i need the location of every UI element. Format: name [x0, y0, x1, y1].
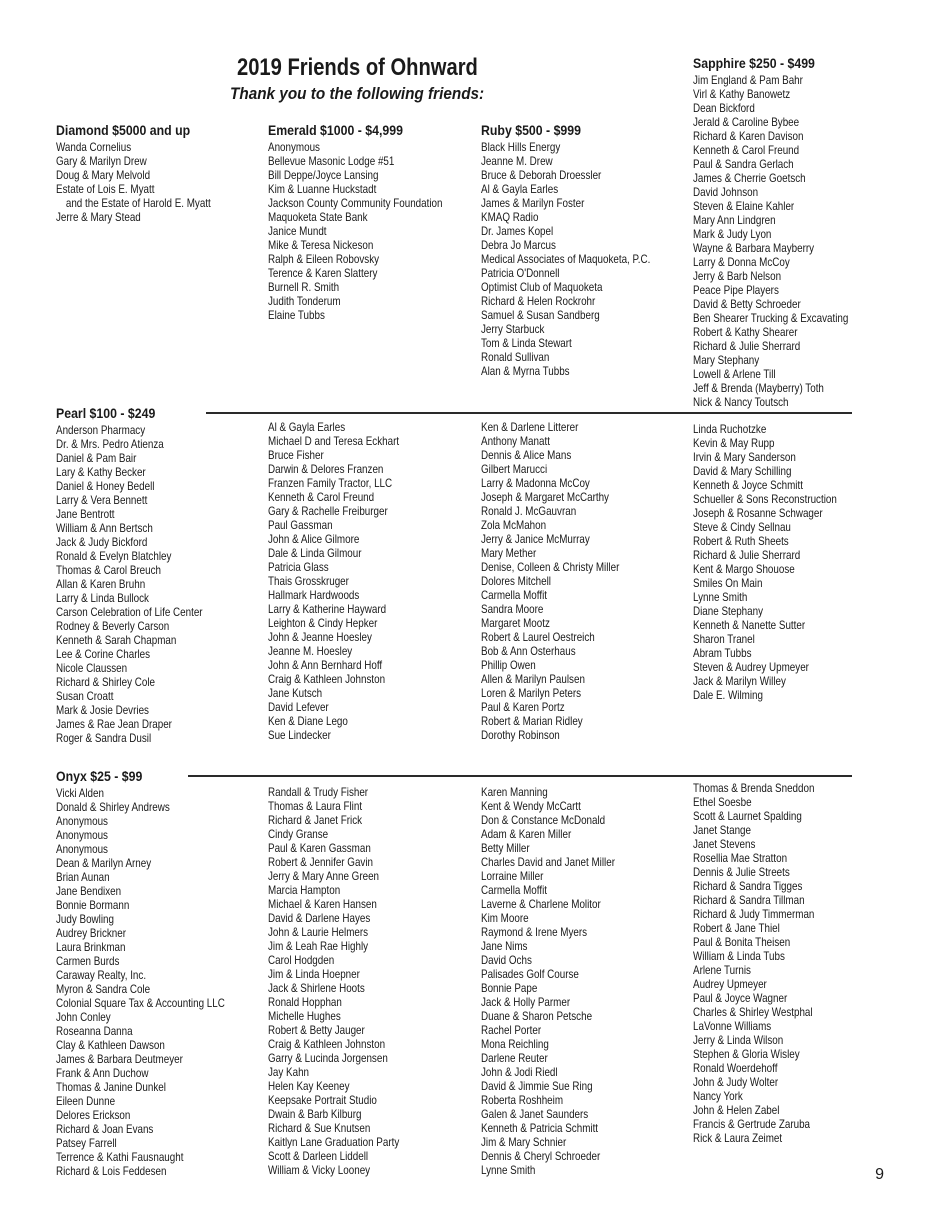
donor-name: Peace Pipe Players: [693, 283, 779, 297]
donor-name: Donald & Shirley Andrews: [56, 800, 170, 814]
donor-name: Eileen Dunne: [56, 1094, 116, 1108]
donor-name: Lynne Smith: [481, 1163, 536, 1177]
donor-name: Stephen & Gloria Wisley: [693, 1047, 800, 1061]
donor-name: Jeff & Brenda (Mayberry) Toth: [693, 381, 824, 395]
donor-name: Jane Bendixen: [56, 884, 122, 898]
donor-name: David & Mary Schilling: [693, 464, 792, 478]
donor-name: Kim & Luanne Huckstadt: [268, 182, 377, 196]
donor-name: Leighton & Cindy Hepker: [268, 616, 378, 630]
donor-name: Michael & Karen Hansen: [268, 897, 377, 911]
donor-name: Carmella Moffit: [481, 883, 547, 897]
donor-name: Ben Shearer Trucking & Excavating: [693, 311, 849, 325]
donor-name: Robert & Betty Jauger: [268, 1023, 365, 1037]
donor-name: Dean & Marilyn Arney: [56, 856, 152, 870]
donor-name: William & Linda Tubs: [693, 949, 785, 963]
donor-name: Craig & Kathleen Johnston: [268, 1037, 386, 1051]
donor-name: Virl & Kathy Banowetz: [693, 87, 791, 101]
donor-name: Smiles On Main: [693, 576, 763, 590]
donor-name: Larry & Linda Bullock: [56, 591, 149, 605]
donor-name: Laverne & Charlene Molitor: [481, 897, 601, 911]
donor-name: Paul & Sandra Gerlach: [693, 157, 794, 171]
donor-name: Jerry & Mary Anne Green: [268, 869, 380, 883]
donor-name: Allan & Karen Bruhn: [56, 577, 146, 591]
donor-name: Lynne Smith: [693, 590, 748, 604]
donor-name: Daniel & Pam Bair: [56, 451, 137, 465]
donor-name: Jackson County Community Foundation: [268, 196, 443, 210]
donor-name: Paul & Karen Gassman: [268, 841, 371, 855]
donor-name: Thais Grosskruger: [268, 574, 349, 588]
donor-name: Terence & Karen Slattery: [268, 266, 378, 280]
donor-name: Roger & Sandra Dusil: [56, 731, 152, 745]
donor-name: Jim England & Pam Bahr: [693, 73, 803, 87]
donor-name: Anthony Manatt: [481, 434, 550, 448]
donor-name: Jeanne M. Hoesley: [268, 644, 353, 658]
donor-name: Helen Kay Keeney: [268, 1079, 350, 1093]
donor-name: Lary & Kathy Becker: [56, 465, 146, 479]
donor-name: Bruce & Deborah Droessler: [481, 168, 602, 182]
donor-name: Paul & Joyce Wagner: [693, 991, 788, 1005]
donor-name: Larry & Madonna McCoy: [481, 476, 590, 490]
donor-name: Galen & Janet Saunders: [481, 1107, 589, 1121]
donor-name: Jim & Linda Hoepner: [268, 967, 360, 981]
donor-name: Susan Croatt: [56, 689, 114, 703]
ruby-heading: Ruby $500 - $999: [481, 122, 581, 138]
onyx-list-col4: [693, 781, 913, 1145]
donor-name: Kim Moore: [481, 911, 529, 925]
donor-name: Thomas & Laura Flint: [268, 799, 363, 813]
donor-name: Thomas & Janine Dunkel: [56, 1080, 166, 1094]
donor-name: Ronald Hopphan: [268, 995, 342, 1009]
donor-name: Jerre & Mary Stead: [56, 210, 141, 224]
donor-name: Kenneth & Nanette Sutter: [693, 618, 806, 632]
donor-name: Dr. & Mrs. Pedro Atienza: [56, 437, 164, 451]
donor-name: Wanda Cornelius: [56, 140, 132, 154]
donor-name: Margaret Mootz: [481, 616, 550, 630]
donor-name: Nancy York: [693, 1089, 743, 1103]
donor-name: Roberta Roshheim: [481, 1093, 564, 1107]
donor-name: Lorraine Miller: [481, 869, 544, 883]
donor-name: Richard & Judy Timmerman: [693, 907, 815, 921]
donor-name: Paul & Bonita Theisen: [693, 935, 791, 949]
donor-name: Laura Brinkman: [56, 940, 126, 954]
donor-name: Frank & Ann Duchow: [56, 1066, 149, 1080]
donor-name: Rodney & Beverly Carson: [56, 619, 170, 633]
donor-name: James & Barbara Deutmeyer: [56, 1052, 183, 1066]
donor-name: Marcia Hampton: [268, 883, 341, 897]
donor-name: Jerry Starbuck: [481, 322, 545, 336]
donor-name: Anonymous: [56, 828, 108, 842]
donor-name: Robert & Ruth Sheets: [693, 534, 789, 548]
donor-name: KMAQ Radio: [481, 210, 539, 224]
donor-name: Steven & Elaine Kahler: [693, 199, 795, 213]
donor-name: Doug & Mary Melvold: [56, 168, 151, 182]
page-subtitle: Thank you to the following friends:: [230, 84, 485, 103]
donor-name: Ronald Woerdehoff: [693, 1061, 778, 1075]
emerald-heading: Emerald $1000 - $4,999: [268, 122, 403, 138]
donor-name: Janet Stange: [693, 823, 752, 837]
donor-name: Ken & Diane Lego: [268, 714, 348, 728]
donor-name: Jerry & Linda Wilson: [693, 1033, 784, 1047]
donor-name: Richard & Sandra Tigges: [693, 879, 803, 893]
donor-name: Dennis & Cheryl Schroeder: [481, 1149, 601, 1163]
donor-name: David & Jimmie Sue Ring: [481, 1079, 593, 1093]
donor-name: Bellevue Masonic Lodge #51: [268, 154, 395, 168]
donor-name: Larry & Donna McCoy: [693, 255, 790, 269]
donor-name: Betty Miller: [481, 841, 530, 855]
donor-name: Carol Hodgden: [268, 953, 335, 967]
donor-name: Darwin & Delores Franzen: [268, 462, 384, 476]
donor-name: Jeanne M. Drew: [481, 154, 553, 168]
onyx-list-col1: [56, 786, 276, 1178]
donor-name: Judy Bowling: [56, 912, 114, 926]
donor-name: Randall & Trudy Fisher: [268, 785, 369, 799]
donor-name: Ronald Sullivan: [481, 350, 550, 364]
donor-name: Al & Gayla Earles: [268, 420, 346, 434]
donor-name: Joseph & Rosanne Schwager: [693, 506, 823, 520]
donor-name: Sandra Moore: [481, 602, 544, 616]
donor-name: Richard & Lois Feddesen: [56, 1164, 167, 1178]
pearl-column-3: [481, 420, 701, 742]
donor-name: Bonnie Pape: [481, 981, 538, 995]
donor-name: Delores Erickson: [56, 1108, 131, 1122]
donor-name: Caraway Realty, Inc.: [56, 968, 147, 982]
donor-name: Alan & Myrna Tubbs: [481, 364, 570, 378]
donor-name: Dale E. Wilming: [693, 688, 763, 702]
donor-name: Myron & Sandra Cole: [56, 982, 151, 996]
donor-name: Larry & Vera Bennett: [56, 493, 148, 507]
donor-name: Dean Bickford: [693, 101, 755, 115]
donor-name: David & Darlene Hayes: [268, 911, 371, 925]
donor-name: Anonymous: [56, 814, 108, 828]
donor-name: Jane Nims: [481, 939, 528, 953]
donor-name: John & Ann Bernhard Hoff: [268, 658, 383, 672]
donor-name: Richard & Julie Sherrard: [693, 339, 801, 353]
donor-name: Kevin & May Rupp: [693, 436, 775, 450]
donor-name: Richard & Sue Knutsen: [268, 1121, 371, 1135]
donor-name: Jerry & Janice McMurray: [481, 532, 590, 546]
donor-name: John & Alice Gilmore: [268, 532, 360, 546]
donor-name: David Ochs: [481, 953, 532, 967]
donor-name: Estate of Lois E. Myatt: [56, 182, 155, 196]
diamond-heading: Diamond $5000 and up: [56, 122, 191, 138]
donor-name: Jack & Marilyn Willey: [693, 674, 786, 688]
donor-name: Michael D and Teresa Eckhart: [268, 434, 400, 448]
donor-name: Richard & Janet Frick: [268, 813, 363, 827]
donor-name: Jack & Holly Parmer: [481, 995, 571, 1009]
onyx-divider: [188, 775, 852, 777]
donor-name: Gary & Marilyn Drew: [56, 154, 147, 168]
donor-name: Colonial Square Tax & Accounting LLC: [56, 996, 225, 1010]
donor-name: Denise, Colleen & Christy Miller: [481, 560, 620, 574]
donor-name: Kaitlyn Lane Graduation Party: [268, 1135, 400, 1149]
donor-name: Robert & Marian Ridley: [481, 714, 583, 728]
page-number: 9: [875, 1166, 884, 1183]
donor-name: John & Judy Wolter: [693, 1075, 779, 1089]
donor-name: Jerald & Caroline Bybee: [693, 115, 800, 129]
donor-name: Ronald & Evelyn Blatchley: [56, 549, 172, 563]
donor-name: Arlene Turnis: [693, 963, 751, 977]
donor-name: Jerry & Barb Nelson: [693, 269, 782, 283]
donor-name: Richard & Karen Davison: [693, 129, 804, 143]
donor-name: Garry & Lucinda Jorgensen: [268, 1051, 388, 1065]
donor-name: Kent & Margo Shouose: [693, 562, 795, 576]
donor-name: Richard & Julie Sherrard: [693, 548, 801, 562]
donor-name: Lee & Corine Charles: [56, 647, 151, 661]
donor-name: Ethel Soesbe: [693, 795, 752, 809]
pearl-list-col4: [693, 422, 913, 702]
pearl-column-2: [268, 420, 488, 742]
onyx-list-col2: [268, 785, 488, 1177]
donor-name: Diane Stephany: [693, 604, 764, 618]
donor-name: Dorothy Robinson: [481, 728, 560, 742]
donor-name: Nick & Nancy Toutsch: [693, 395, 789, 409]
donor-name: Roseanna Danna: [56, 1024, 133, 1038]
donor-name: Steve & Cindy Sellnau: [693, 520, 791, 534]
donor-name: Daniel & Honey Bedell: [56, 479, 155, 493]
donor-name: Mark & Josie Devries: [56, 703, 149, 717]
donor-name: Robert & Kathy Shearer: [693, 325, 798, 339]
donor-name: LaVonne Williams: [693, 1019, 772, 1033]
onyx-column-3: [481, 785, 701, 1177]
donor-name: Zola McMahon: [481, 518, 547, 532]
pearl-divider: [206, 412, 852, 414]
donor-name: Jack & Judy Bickford: [56, 535, 148, 549]
emerald-section: [268, 121, 488, 322]
sapphire-heading: Sapphire $250 - $499: [693, 55, 815, 71]
donor-name: David & Betty Schroeder: [693, 297, 801, 311]
donor-name: John Conley: [56, 1010, 111, 1024]
donor-name: Audrey Upmeyer: [693, 977, 767, 991]
donor-name: Craig & Kathleen Johnston: [268, 672, 386, 686]
donor-name: Palisades Golf Course: [481, 967, 579, 981]
donor-name: Richard & Sandra Tillman: [693, 893, 805, 907]
donor-name: Kenneth & Carol Freund: [268, 490, 375, 504]
donor-name: Kenneth & Carol Freund: [693, 143, 800, 157]
donor-name: Abram Tubbs: [693, 646, 752, 660]
donor-name: Elaine Tubbs: [268, 308, 325, 322]
donor-name: Michelle Hughes: [268, 1009, 341, 1023]
pearl-section: [56, 404, 276, 745]
donor-name: Thomas & Brenda Sneddon: [693, 781, 815, 795]
donor-name: Scott & Laurnet Spalding: [693, 809, 802, 823]
donor-name: Terrence & Kathi Fausnaught: [56, 1150, 184, 1164]
donor-name: Sharon Tranel: [693, 632, 755, 646]
donor-name: Don & Constance McDonald: [481, 813, 606, 827]
onyx-section: [56, 767, 276, 1178]
donor-name: Wayne & Barbara Mayberry: [693, 241, 815, 255]
donor-name: Janice Mundt: [268, 224, 327, 238]
donor-name: Sue Lindecker: [268, 728, 331, 742]
donor-name: Scott & Darleen Liddell: [268, 1149, 369, 1163]
onyx-heading: Onyx $25 - $99: [56, 768, 143, 784]
donor-name: Hallmark Hardwoods: [268, 588, 360, 602]
donor-name: Ken & Darlene Litterer: [481, 420, 579, 434]
donor-name: Rosellia Mae Stratton: [693, 851, 788, 865]
donor-name: John & Laurie Helmers: [268, 925, 369, 939]
donor-name: Richard & Shirley Cole: [56, 675, 155, 689]
donor-name: Kent & Wendy McCartt: [481, 799, 581, 813]
donor-name: Raymond & Irene Myers: [481, 925, 588, 939]
donor-name: Jane Kutsch: [268, 686, 323, 700]
donor-name: Karen Manning: [481, 785, 548, 799]
donor-name: Dolores Mitchell: [481, 574, 551, 588]
donor-name: Linda Ruchotzke: [693, 422, 767, 436]
onyx-column-4: [693, 781, 913, 1145]
donor-name: Joseph & Margaret McCarthy: [481, 490, 609, 504]
donor-name: Clay & Kathleen Dawson: [56, 1038, 165, 1052]
donor-name: Kenneth & Joyce Schmitt: [693, 478, 803, 492]
donor-name: Mary Ann Lindgren: [693, 213, 776, 227]
donor-name: Audrey Brickner: [56, 926, 127, 940]
donor-name: Brian Aunan: [56, 870, 110, 884]
donor-name: Charles & Shirley Westphal: [693, 1005, 813, 1019]
donor-name: Judith Tonderum: [268, 294, 341, 308]
donor-name: Dr. James Kopel: [481, 224, 554, 238]
donor-name: Debra Jo Marcus: [481, 238, 556, 252]
donor-name: Carmen Burds: [56, 954, 120, 968]
pearl-list-col3: [481, 420, 701, 742]
donor-name: Mona Reichling: [481, 1037, 549, 1051]
donor-name: Richard & Joan Evans: [56, 1122, 154, 1136]
donor-name: Ronald J. McGauvran: [481, 504, 577, 518]
donor-name: Anonymous: [56, 842, 108, 856]
donor-name: William & Ann Bertsch: [56, 521, 153, 535]
donor-name: Cindy Granse: [268, 827, 329, 841]
donor-name: Franzen Family Tractor, LLC: [268, 476, 393, 490]
donor-name: Patsey Farrell: [56, 1136, 117, 1150]
donor-name: Mark & Judy Lyon: [693, 227, 772, 241]
donor-name: Jim & Mary Schnier: [481, 1135, 567, 1149]
emerald-list: [268, 140, 488, 322]
donor-name: Steven & Audrey Upmeyer: [693, 660, 809, 674]
sapphire-list: [693, 73, 913, 409]
donor-name: Rick & Laura Zeimet: [693, 1131, 783, 1145]
pearl-heading: Pearl $100 - $249: [56, 405, 156, 421]
sapphire-section: [693, 54, 913, 409]
donor-name: Loren & Marilyn Peters: [481, 686, 582, 700]
donor-name: David Lefever: [268, 700, 329, 714]
donor-name: Anderson Pharmacy: [56, 423, 146, 437]
donor-name: Robert & Jane Thiel: [693, 921, 780, 935]
donor-name: and the Estate of Harold E. Myatt: [65, 196, 211, 210]
pearl-list-col2: [268, 420, 488, 742]
donor-name: Gilbert Marucci: [481, 462, 548, 476]
donor-name: Gary & Rachelle Freiburger: [268, 504, 388, 518]
donor-name: Dennis & Alice Mans: [481, 448, 572, 462]
donor-name: Jay Kahn: [268, 1065, 310, 1079]
donor-name: John & Jeanne Hoesley: [268, 630, 372, 644]
donor-name: Nicole Claussen: [56, 661, 128, 675]
donor-name: Francis & Gertrude Zaruba: [693, 1117, 811, 1131]
donor-name: Richard & Helen Rockrohr: [481, 294, 596, 308]
donor-name: Duane & Sharon Petsche: [481, 1009, 593, 1023]
donor-name: Keepsake Portrait Studio: [268, 1093, 377, 1107]
donor-name: Robert & Laurel Oestreich: [481, 630, 595, 644]
donor-name: Darlene Reuter: [481, 1051, 548, 1065]
donor-name: Burnell R. Smith: [268, 280, 340, 294]
donor-name: Dennis & Julie Streets: [693, 865, 790, 879]
donor-name: Mary Stephany: [693, 353, 760, 367]
donor-name: Bruce Fisher: [268, 448, 324, 462]
donor-name: Bill Deppe/Joyce Lansing: [268, 168, 379, 182]
donor-name: Robert & Jennifer Gavin: [268, 855, 374, 869]
donor-name: Janet Stevens: [693, 837, 756, 851]
donor-name: Carson Celebration of Life Center: [56, 605, 203, 619]
page-title: 2019 Friends of Ohnward: [237, 54, 478, 81]
donor-name: Mary Mether: [481, 546, 537, 560]
donor-name: John & Jodi Riedl: [481, 1065, 558, 1079]
donor-name: Thomas & Carol Breuch: [56, 563, 162, 577]
donor-name: Kenneth & Patricia Schmitt: [481, 1121, 599, 1135]
donor-name: James & Marilyn Foster: [481, 196, 585, 210]
donor-name: Paul Gassman: [268, 518, 333, 532]
donor-name: Optimist Club of Maquoketa: [481, 280, 603, 294]
donor-name: Schueller & Sons Reconstruction: [693, 492, 837, 506]
onyx-column-2: [268, 785, 488, 1177]
donor-name: Allen & Marilyn Paulsen: [481, 672, 585, 686]
donor-name: James & Rae Jean Draper: [56, 717, 172, 731]
diamond-section: [56, 121, 276, 224]
donor-name: Mike & Teresa Nickeson: [268, 238, 374, 252]
donor-name: Al & Gayla Earles: [481, 182, 559, 196]
donor-name: Kenneth & Sarah Chapman: [56, 633, 177, 647]
donor-name: Tom & Linda Stewart: [481, 336, 572, 350]
donor-name: James & Cherrie Goetsch: [693, 171, 806, 185]
donor-name: Maquoketa State Bank: [268, 210, 368, 224]
pearl-list-col1: [56, 423, 276, 745]
ruby-section: [481, 121, 701, 378]
donor-name: Phillip Owen: [481, 658, 536, 672]
donor-name: Larry & Katherine Hayward: [268, 602, 387, 616]
donor-name: Dale & Linda Gilmour: [268, 546, 362, 560]
pearl-column-4: [693, 422, 913, 702]
donor-name: Charles David and Janet Miller: [481, 855, 615, 869]
donor-name: Irvin & Mary Sanderson: [693, 450, 796, 464]
donor-name: Carmella Moffit: [481, 588, 547, 602]
donor-name: Lowell & Arlene Till: [693, 367, 776, 381]
donor-name: David Johnson: [693, 185, 759, 199]
donor-name: Vicki Alden: [56, 786, 104, 800]
ruby-list: [481, 140, 701, 378]
donor-name: Patricia Glass: [268, 560, 329, 574]
donor-name: Ralph & Eileen Robovsky: [268, 252, 380, 266]
donor-name: Jane Bentrott: [56, 507, 115, 521]
donor-name: Jim & Leah Rae Highly: [268, 939, 369, 953]
donor-name: Adam & Karen Miller: [481, 827, 572, 841]
donor-name: John & Helen Zabel: [693, 1103, 780, 1117]
donor-name: Medical Associates of Maquoketa, P.C.: [481, 252, 651, 266]
donor-name: Bonnie Bormann: [56, 898, 130, 912]
donor-name: Jack & Shirlene Hoots: [268, 981, 365, 995]
donor-name: William & Vicky Looney: [268, 1163, 371, 1177]
donor-name: Dwain & Barb Kilburg: [268, 1107, 362, 1121]
diamond-list: [56, 140, 276, 224]
donor-name: Samuel & Susan Sandberg: [481, 308, 600, 322]
donor-name: Anonymous: [268, 140, 320, 154]
donor-name: Rachel Porter: [481, 1023, 542, 1037]
donor-name: Paul & Karen Portz: [481, 700, 565, 714]
onyx-list-col3: [481, 785, 701, 1177]
donor-name: Patricia O'Donnell: [481, 266, 560, 280]
donor-name: Bob & Ann Osterhaus: [481, 644, 576, 658]
donor-name: Black Hills Energy: [481, 140, 561, 154]
